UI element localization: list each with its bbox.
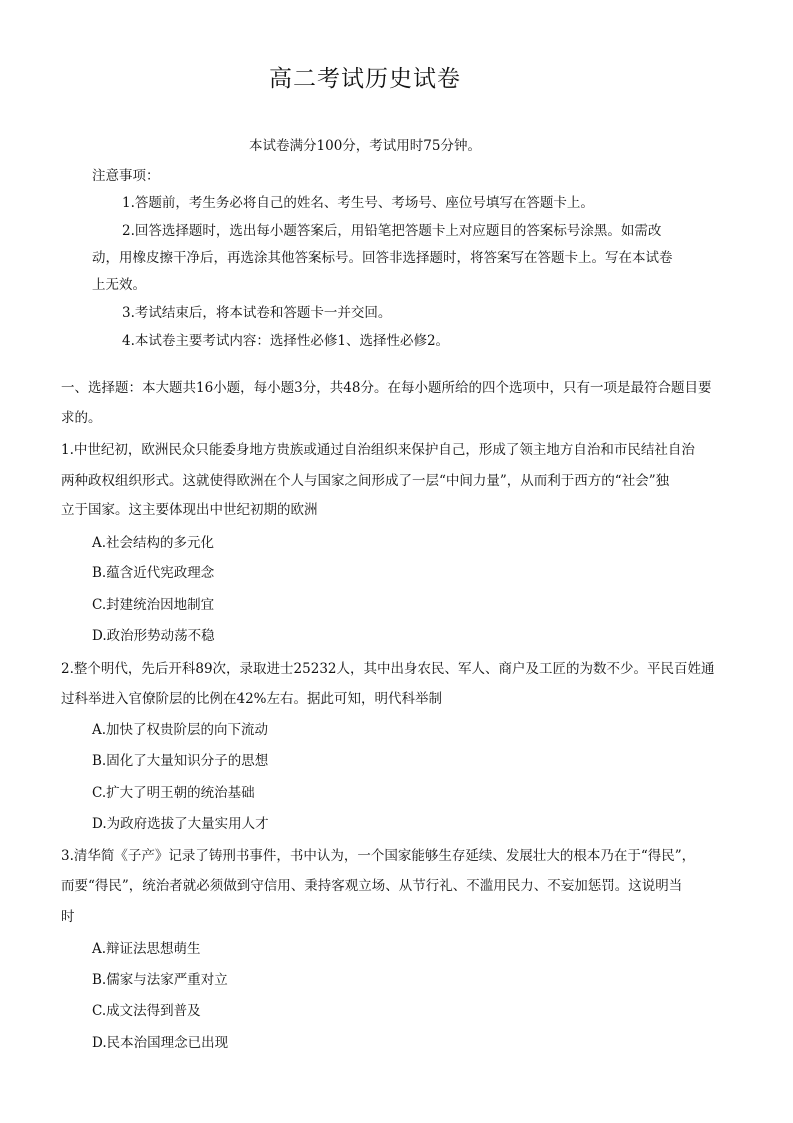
question-1-stem-line-3: 立于国家。这主要体现出中世纪初期的欧洲 (61, 502, 318, 518)
question-2-option-a: A.加快了权贵阶层的向下流动 (92, 722, 269, 738)
notice-item-3: 3.考试结束后，将本试卷和答题卡一并交回。 (122, 305, 392, 321)
question-3-option-a: A.辩证法思想萌生 (92, 941, 201, 957)
notice-item-2-line-2: 动，用橡皮擦干净后，再选涂其他答案标号。回答非选择题时，将答案写在答题卡上。写在本试卷 (92, 250, 673, 266)
notice-heading: 注意事项： (92, 168, 160, 184)
notice-item-1: 1.答题前，考生务必将自己的姓名、考生号、考场号、座位号填写在答题卡上。 (122, 195, 594, 211)
notice-item-2-line-3: 上无效。 (92, 277, 146, 293)
question-2-option-b: B.固化了大量知识分子的思想 (92, 753, 269, 769)
question-1-option-b: B.蕴含近代宪政理念 (92, 565, 215, 581)
question-3-option-d: D.民本治国理念已出现 (92, 1035, 229, 1051)
question-2-option-d: D.为政府选拔了大量实用人才 (92, 816, 269, 832)
question-2-stem-line-2: 过科举进入官僚阶层的比例在42%左右。据此可知，明代科举制 (61, 691, 443, 707)
question-1-stem-line-1: 1.中世纪初，欧洲民众只能委身地方贵族或通过自治组织来保护自己，形成了领主地方自治和市民结社自治 (61, 442, 695, 458)
question-2-option-c: C.扩大了明王朝的统治基础 (92, 785, 255, 801)
page-title: 高二考试历史试卷 (269, 66, 461, 92)
question-1-option-c: C.封建统治因地制宜 (92, 597, 215, 613)
section-heading-line-1: 一、选择题：本大题共16小题，每小题3分，共48分。在每小题所给的四个选项中，只有一项是最符合题目要 (61, 380, 712, 396)
question-3-stem-line-1: 3.清华简《子产》记录了铸刑书事件，书中认为，一个国家能够生存延续、发展壮大的根本乃在于“得民”， (61, 848, 696, 864)
question-1-option-a: A.社会结构的多元化 (92, 535, 215, 551)
exam-info: 本试卷满分100分，考试用时75分钟。 (249, 138, 481, 154)
question-1-option-d: D.政治形势动荡不稳 (92, 628, 215, 644)
notice-item-4: 4.本试卷主要考试内容：选择性必修1、选择性必修2。 (122, 333, 450, 349)
question-3-stem-line-3: 时 (61, 909, 75, 925)
question-3-stem-line-2: 而要“得民”，统治者就必须做到守信用、秉持客观立场、从节行礼、不滥用民力、不妄加惩罚。这说明当 (61, 878, 683, 894)
notice-item-2-line-1: 2.回答选择题时，选出每小题答案后，用铅笔把答题卡上对应题目的答案标号涂黑。如需改 (122, 223, 662, 239)
question-3-option-b: B.儒家与法家严重对立 (92, 972, 228, 988)
question-2-stem-line-1: 2.整个明代，先后开科89次，录取进士25232人，其中出身农民、军人、商户及工匠的为数不少。平民百姓通 (61, 661, 715, 677)
question-1-stem-line-2: 两种政权组织形式。这就使得欧洲在个人与国家之间形成了一层“中间力量”，从而利于西方的“社会”独 (61, 473, 670, 489)
section-heading-line-2: 求的。 (61, 410, 102, 426)
question-3-option-c: C.成文法得到普及 (92, 1003, 201, 1019)
